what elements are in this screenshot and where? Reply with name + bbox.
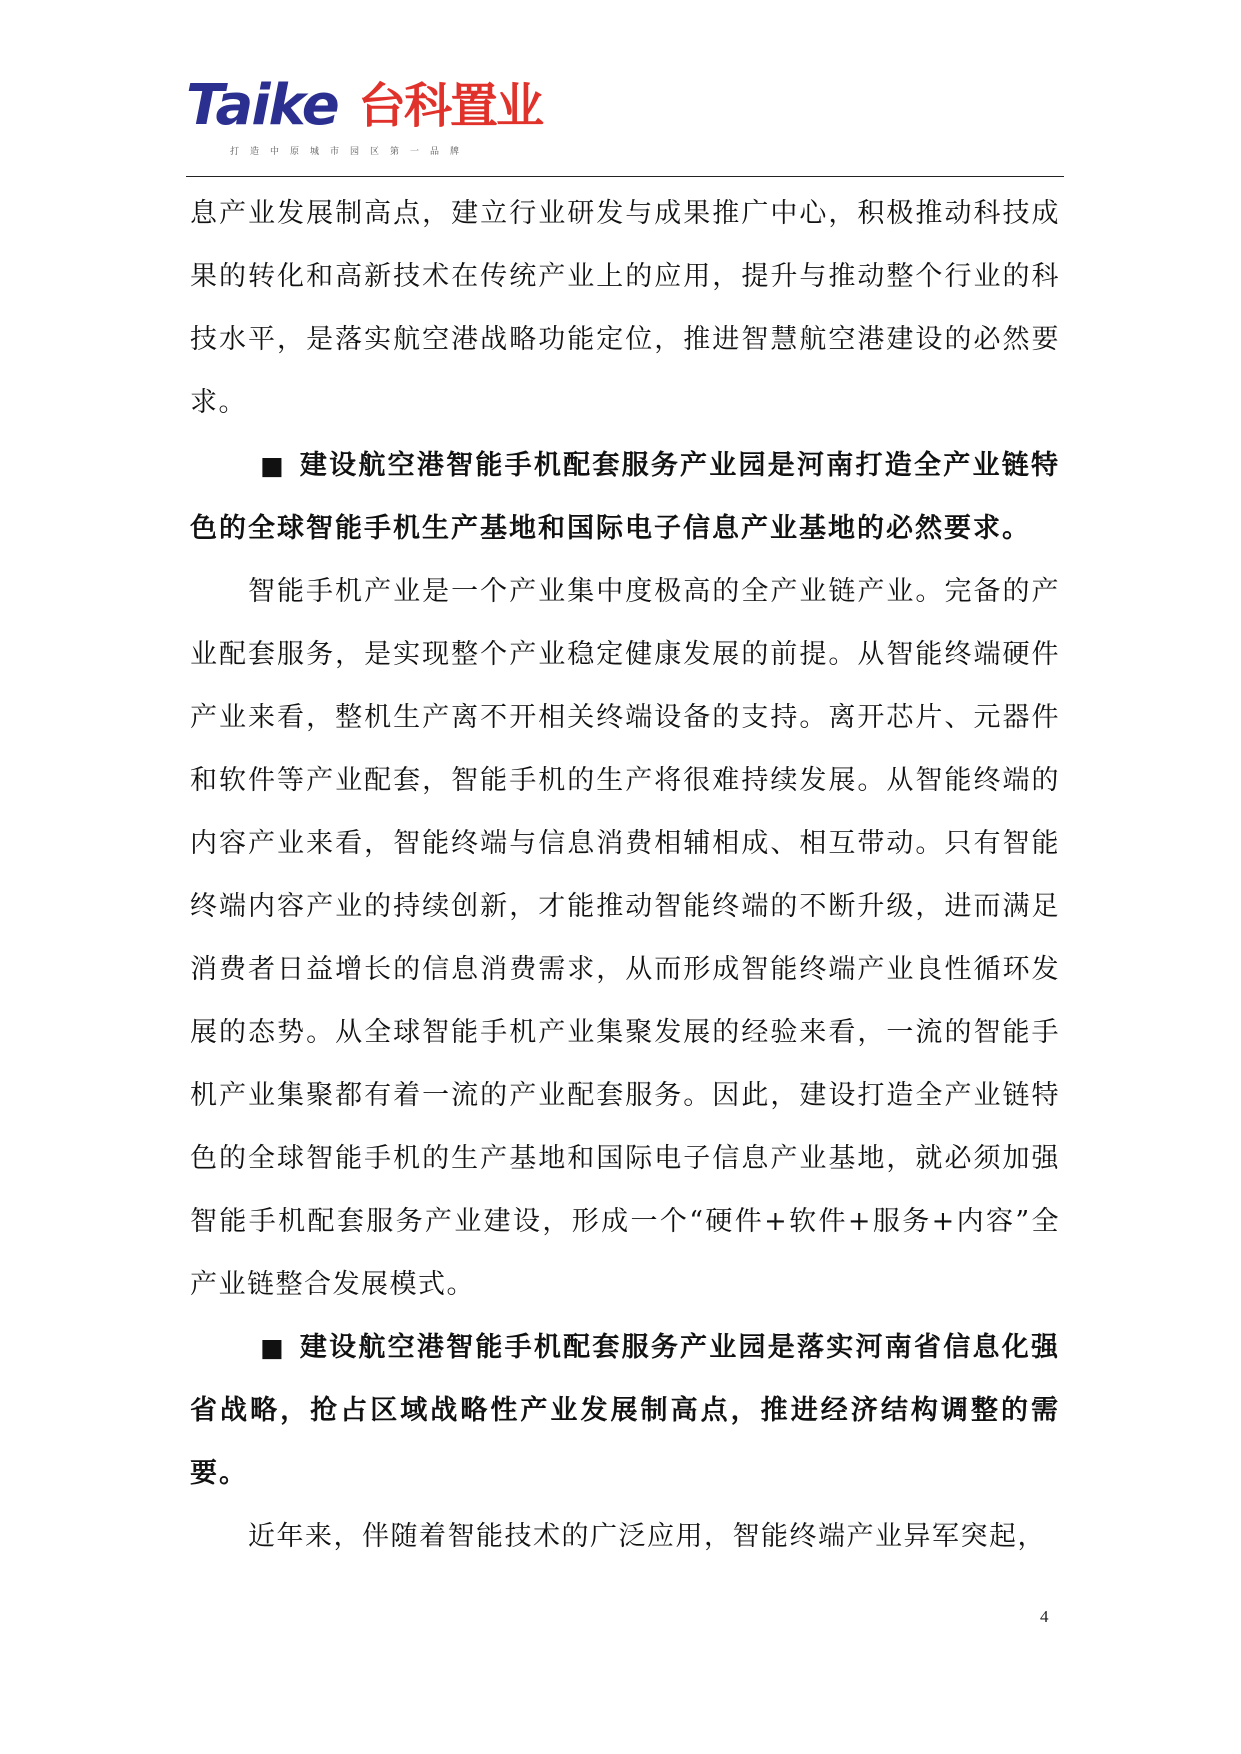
body-paragraph: 息产业发展制高点，建立行业研发与成果推广中心，积极推动科技成果的转化和高新技术在传统产业上的应用，提升与推动整个行业的科技水平，是落实航空港战略功能定位，推进智慧航空港建设的必然要求。	[190, 198, 1060, 418]
header-divider	[186, 176, 1064, 177]
section-heading-text: 建设航空港智能手机配套服务产业园是河南打造全产业链特色的全球智能手机生产基地和国际电子信息产业基地的必然要求。	[190, 450, 1061, 544]
section-heading	[190, 434, 1060, 560]
document-body	[190, 182, 1060, 1568]
logo-chinese-text: 台科置业	[358, 78, 543, 134]
logo-latin-text: Taike	[186, 73, 338, 138]
section-heading-text: 建设航空港智能手机配套服务产业园是落实河南省信息化强省战略，抢占区域战略性产业发展制高点，推进经济结构调整的需要。	[190, 1332, 1061, 1489]
logo-tagline: 打造中原城市园区第一品牌	[230, 147, 471, 157]
body-paragraph: 近年来，伴随着智能技术的广泛应用，智能终端产业异军突起，	[248, 1521, 1046, 1552]
body-paragraph: 智能手机产业是一个产业集中度极高的全产业链产业。完备的产业配套服务，是实现整个产业稳定健康发展的前提。从智能终端硬件产业来看，整机生产离不开相关终端设备的支持。离开芯片、元器件和软件等产业配套，智能手机的生产将很难持续发展。从智能终端的内容产业来看，智能终端与信息消费相辅相成、相互带动。只有智能终端内容产业的持续创新，才能推动智能终端的不断升级，进而满足消费者日益增长的信息消费需求，从而形成智能终端产业良性循环发展的态势。从全球智能手机产业集聚发展的经验来看，一流的智能手机产业集聚都有着一流的产业配套服务。因此，建设打造全产业链特色的全球智能手机的生产基地和国际电子信息产业基地，就必须加强智能手机配套服务产业建设，形成一个“硬件+软件+服务+内容”全产业链整合发展模式。	[190, 576, 1060, 1300]
square-bullet-icon: ■	[260, 451, 286, 480]
page-header	[186, 70, 1066, 182]
section-heading	[190, 1316, 1060, 1505]
square-bullet-icon: ■	[260, 1333, 286, 1362]
taike-logo	[186, 70, 546, 160]
page-number: 4	[1040, 1607, 1049, 1626]
